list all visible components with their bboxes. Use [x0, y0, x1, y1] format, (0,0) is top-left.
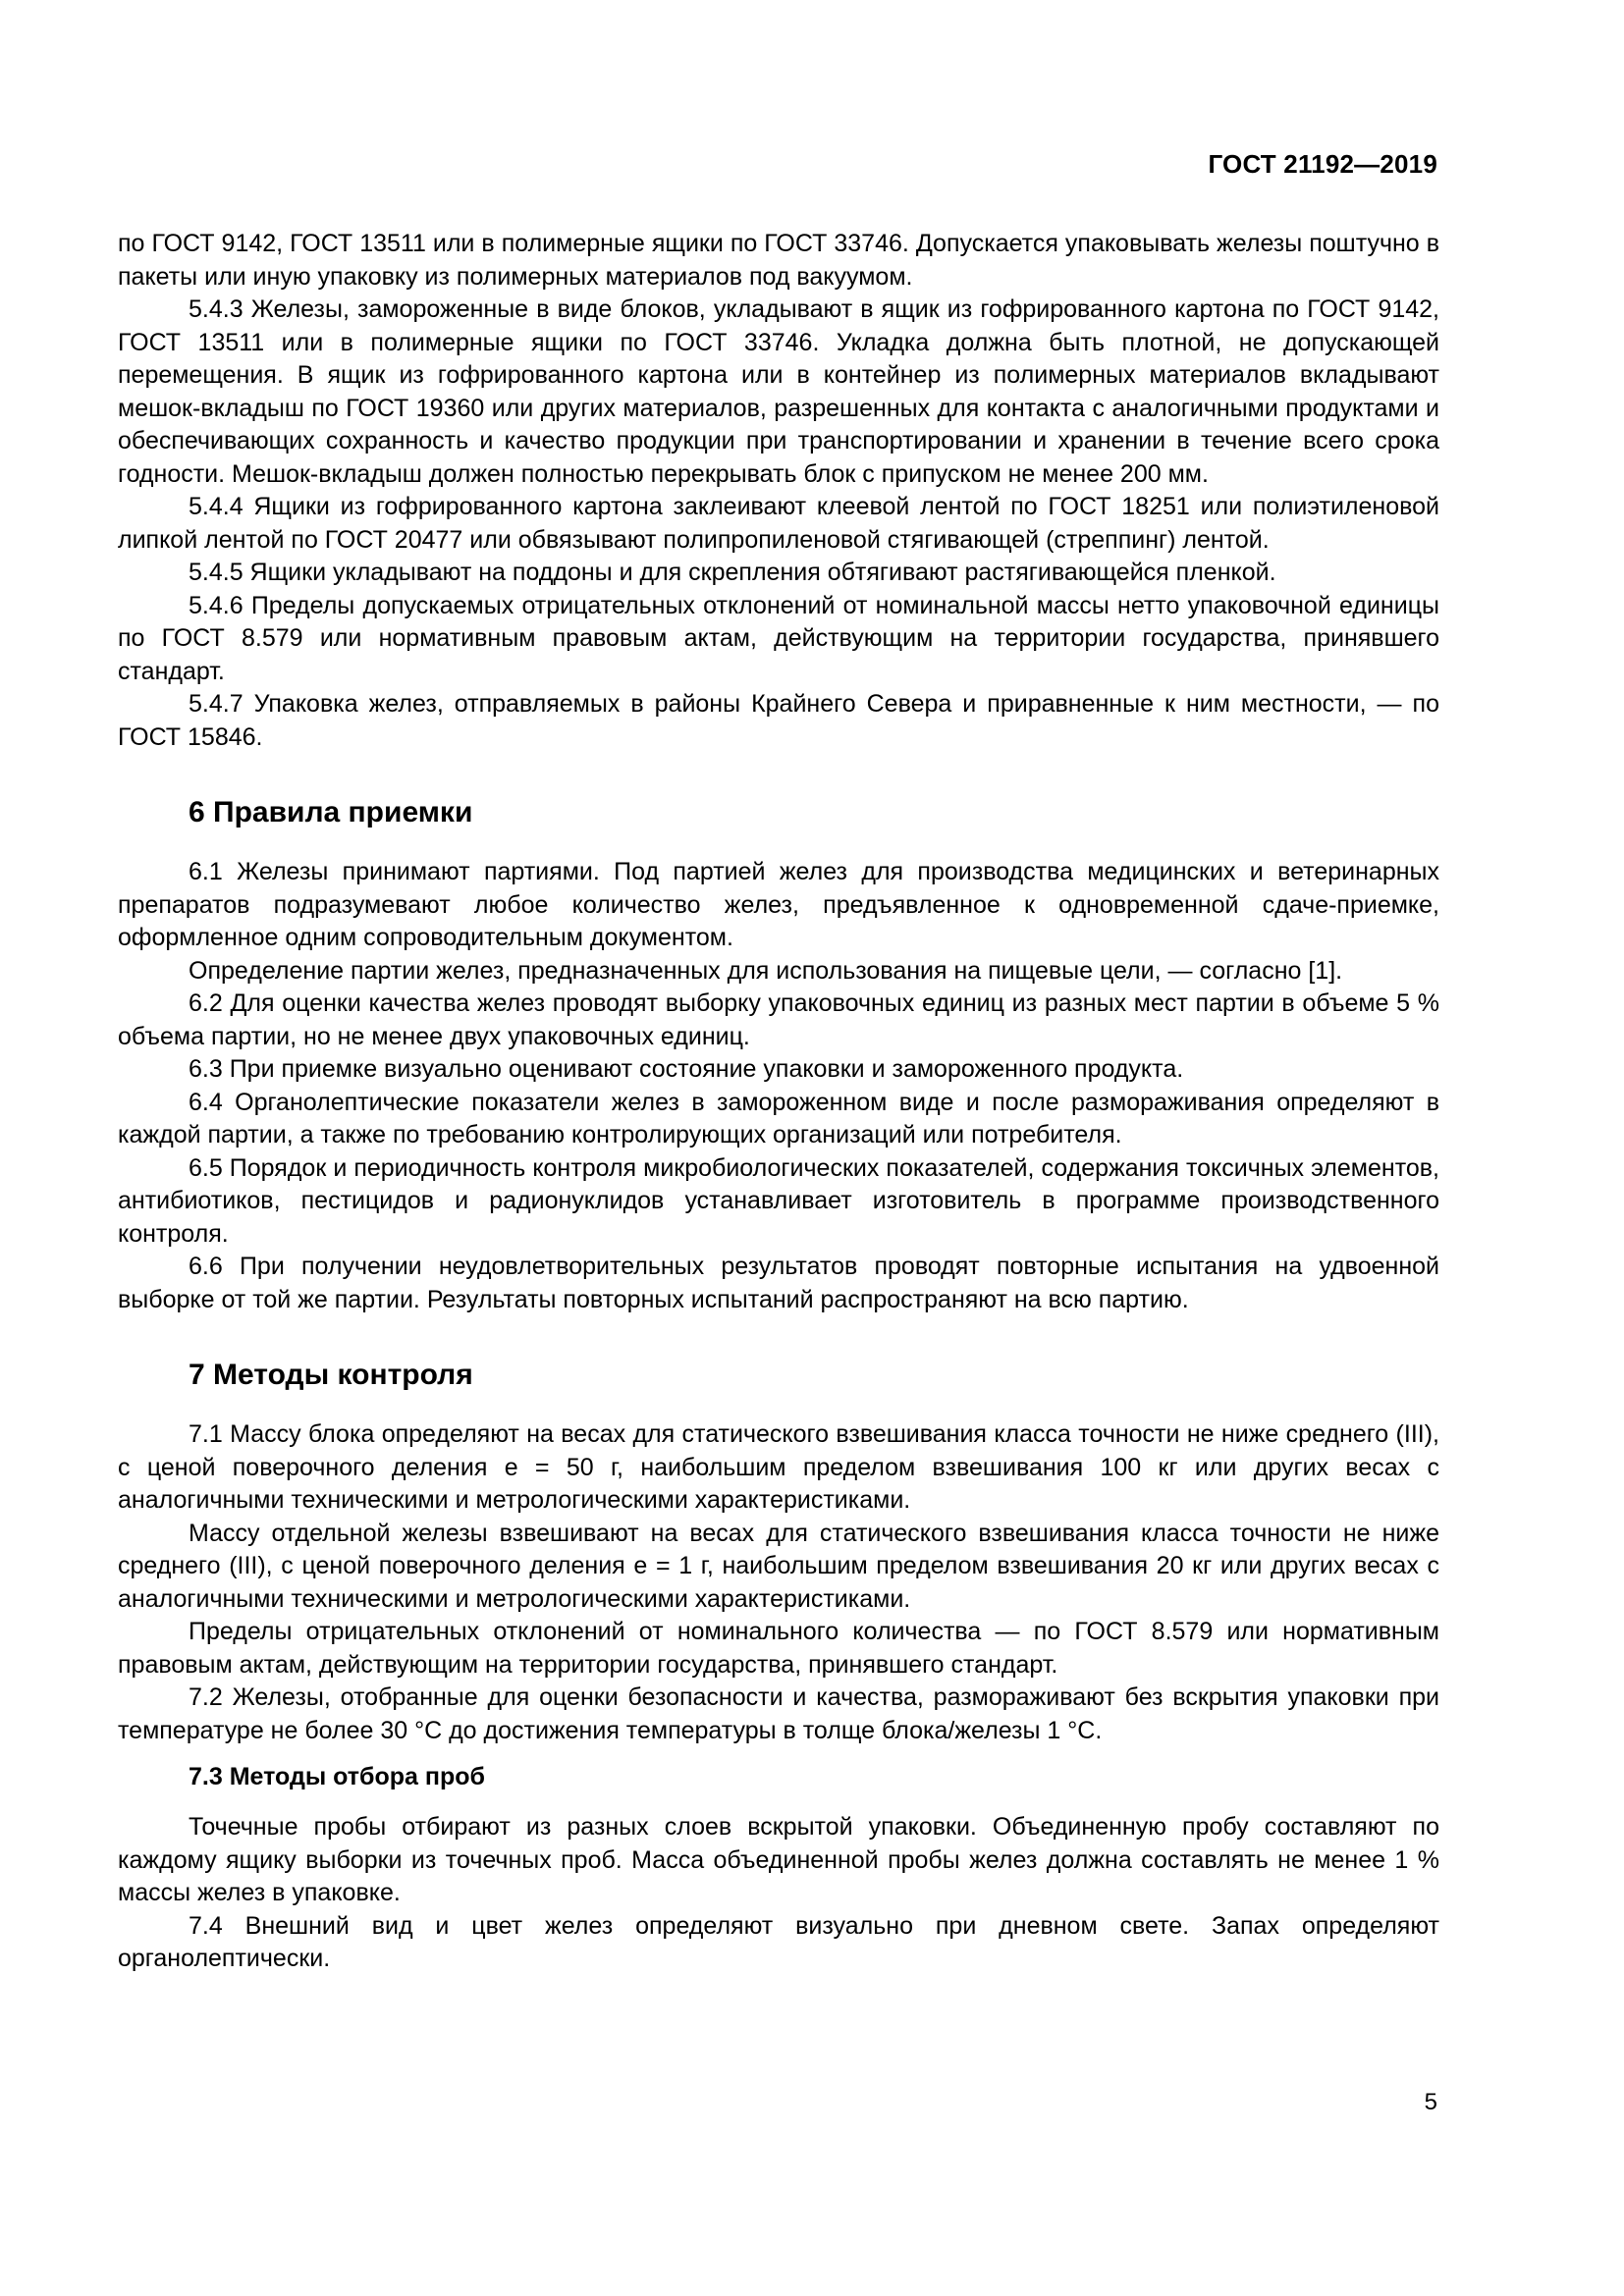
paragraph-5-4-4: 5.4.4 Ящики из гофрированного картона заклеивают клеевой лентой по ГОСТ 18251 или полиэтиленовой липкой лентой по ГОСТ 20477 или обвязывают полипропиленовой стягивающей (стреппинг) лентой.: [118, 493, 1439, 554]
paragraph-6-6: 6.6 При получении неудовлетворительных результатов проводят повторные испытания на удвоенной выборке от той же партии. Результаты повторных испытаний распространяют на всю партию.: [118, 1253, 1439, 1313]
document-body: [118, 228, 1439, 1976]
paragraph-continued: по ГОСТ 9142, ГОСТ 13511 или в полимерные ящики по ГОСТ 33746. Допускается упаковывать железы поштучно в пакеты или иную упаковку из полимерных материалов под вакуумом.: [118, 230, 1439, 291]
paragraph-6-1: 6.1 Железы принимают партиями. Под партией желез для производства медицинских и ветеринарных препаратов подразумевают любое количество желез, предъявленное к одновременной сдаче-приемке, оформленное одним сопроводительным документом.: [118, 858, 1439, 951]
paragraph-5-4-7: 5.4.7 Упаковка желез, отправляемых в районы Крайнего Севера и приравненные к ним местности, — по ГОСТ 15846.: [118, 690, 1439, 751]
paragraph-5-4-3: 5.4.3 Железы, замороженные в виде блоков, укладывают в ящик из гофрированного картона по ГОСТ 9142, ГОСТ 13511 или в полимерные ящики по ГОСТ 33746. Укладка должна быть плотной, не допускающей перемещения. В ящик из гофрированного картона или в контейнер из полимерных материалов вкладывают мешок-вкладыш по ГОСТ 19360 или других материалов, разрешенных для контакта с аналогичными продуктами и обеспечивающих сохранность и качество продукции при транспортировании и хранении в течение всего срока годности. Мешок-вкладыш должен полностью перекрывать блок с припуском не менее 200 мм.: [118, 295, 1439, 488]
paragraph-7-4: 7.4 Внешний вид и цвет желез определяют визуально при дневном свете. Запах определяют органолептически.: [118, 1911, 1439, 1972]
paragraph-6-2: 6.2 Для оценки качества желез проводят выборку упаковочных единиц из разных мест партии в объеме 5 % объема партии, но не менее двух упаковочных единиц.: [118, 989, 1439, 1050]
paragraph-7-1: 7.1 Массу блока определяют на весах для статического взвешивания класса точности не ниже среднего (III), с ценой поверочного деления e = 50 г, наибольшим пределом взвешивания 100 кг или других весах с аналогичными техническими и метрологическими характеристиками.: [118, 1420, 1439, 1514]
section-heading-7: 7 Методы контроля: [189, 1359, 473, 1391]
document-id: ГОСТ 21192—2019: [1208, 149, 1437, 179]
paragraph-6-1-definition: Определение партии желез, предназначенных для использования на пищевые цели, — согласно [1].: [189, 956, 1343, 985]
paragraph-7-3: Точечные пробы отбирают из разных слоев вскрытой упаковки. Объединенную пробу составляют по каждому ящику выборки из точечных проб. Масса объединенной пробы желез должна составлять не менее 1 % массы желез в упаковке.: [118, 1813, 1439, 1906]
paragraph-7-1-single-gland: Массу отдельной железы взвешивают на весах для статического взвешивания класса точности не ниже среднего (III), с ценой поверочного деления e = 1 г, наибольшим пределом взвешивания 20 кг или других весах с аналогичными техническими и метрологическими характеристиками.: [118, 1519, 1439, 1613]
subsection-heading-7-3: 7.3 Методы отбора проб: [189, 1763, 485, 1790]
paragraph-5-4-6: 5.4.6 Пределы допускаемых отрицательных отклонений от номинальной массы нетто упаковочной единицы по ГОСТ 8.579 или нормативным правовым актам, действующим на территории государства, принявшего стандарт.: [118, 591, 1439, 685]
paragraph-7-1-limits: Пределы отрицательных отклонений от номинального количества — по ГОСТ 8.579 или нормативным правовым актам, действующим на территории государства, принявшего стандарт.: [118, 1618, 1439, 1679]
paragraph-5-4-5: 5.4.5 Ящики укладывают на поддоны и для скрепления обтягивают растягивающейся пленкой.: [189, 559, 1276, 586]
paragraph-6-4: 6.4 Органолептические показатели желез в замороженном виде и после размораживания определяют в каждой партии, а также по требованию контролирующих организаций или потребителя.: [118, 1088, 1439, 1148]
paragraph-6-3: 6.3 При приемке визуально оценивают состояние упаковки и замороженного продукта.: [189, 1055, 1184, 1083]
page-number: 5: [1424, 2089, 1437, 2115]
section-heading-6: 6 Правила приемки: [189, 796, 473, 828]
paragraph-6-5: 6.5 Порядок и периодичность контроля микробиологических показателей, содержания токсичных элементов, антибиотиков, пестицидов и радионуклидов устанавливает изготовитель в программе производственного контроля.: [118, 1153, 1439, 1248]
paragraph-7-2: 7.2 Железы, отобранные для оценки безопасности и качества, размораживают без вскрытия упаковки при температуре не более 30 °С до достижения температуры в толще блока/железы 1 °С.: [118, 1683, 1439, 1744]
